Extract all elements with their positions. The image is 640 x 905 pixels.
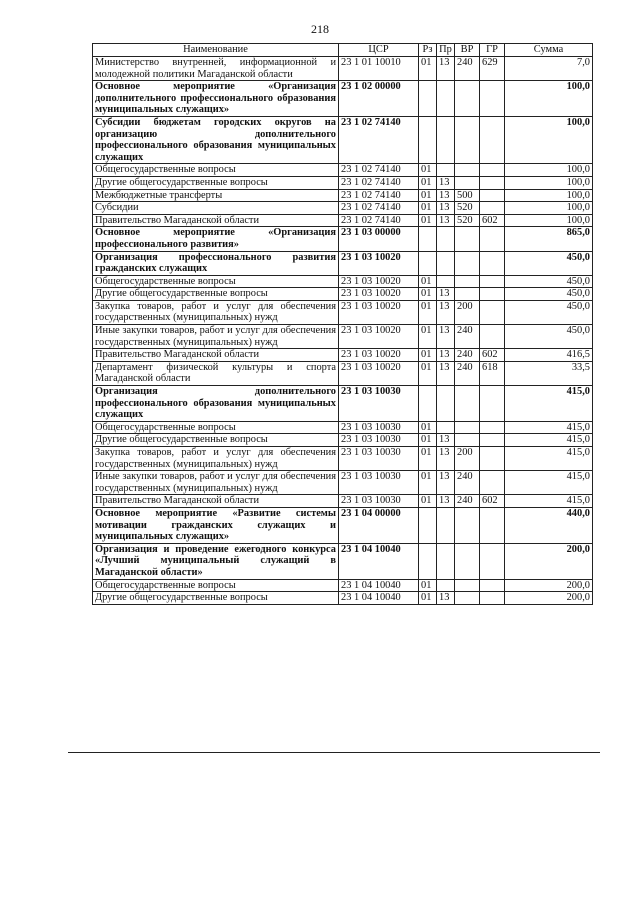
cell-vr <box>455 386 480 422</box>
cell-sum: 415,0 <box>505 386 593 422</box>
cell-gr <box>480 447 505 471</box>
cell-pr: 13 <box>437 495 455 508</box>
cell-sum: 415,0 <box>505 471 593 495</box>
cell-csr: 23 1 02 74140 <box>339 202 419 215</box>
table-row <box>93 214 593 227</box>
cell-vr: 500 <box>455 189 480 202</box>
cell-vr <box>455 579 480 592</box>
cell-vr: 520 <box>455 214 480 227</box>
page-number: 218 <box>311 22 329 36</box>
cell-csr: 23 1 04 10040 <box>339 579 419 592</box>
cell-gr <box>480 434 505 447</box>
cell-name: Общегосударственные вопросы <box>93 579 339 592</box>
table-row <box>93 164 593 177</box>
cell-gr <box>480 543 505 579</box>
cell-vr <box>455 275 480 288</box>
cell-gr <box>480 251 505 275</box>
table-row <box>93 300 593 324</box>
cell-csr: 23 1 03 10020 <box>339 275 419 288</box>
cell-sum: 415,0 <box>505 421 593 434</box>
cell-csr: 23 1 03 10030 <box>339 434 419 447</box>
cell-sum: 450,0 <box>505 288 593 301</box>
cell-rz: 01 <box>419 57 437 81</box>
cell-rz: 01 <box>419 447 437 471</box>
cell-name: Организация дополнительного профессионального образования муниципальных служащих <box>93 386 339 422</box>
cell-csr: 23 1 03 10020 <box>339 349 419 362</box>
cell-pr: 13 <box>437 325 455 349</box>
cell-rz: 01 <box>419 288 437 301</box>
cell-pr: 13 <box>437 592 455 605</box>
cell-vr: 200 <box>455 300 480 324</box>
cell-csr: 23 1 03 10020 <box>339 288 419 301</box>
header-sum: Сумма <box>505 44 593 57</box>
cell-name: Другие общегосударственные вопросы <box>93 592 339 605</box>
cell-pr <box>437 251 455 275</box>
cell-rz <box>419 543 437 579</box>
cell-pr <box>437 579 455 592</box>
cell-name: Другие общегосударственные вопросы <box>93 288 339 301</box>
cell-sum: 7,0 <box>505 57 593 81</box>
cell-name: Иные закупки товаров, работ и услуг для обеспечения государственных (муниципальных) нужд <box>93 325 339 349</box>
table-row <box>93 202 593 215</box>
cell-sum: 200,0 <box>505 592 593 605</box>
cell-pr <box>437 275 455 288</box>
cell-csr: 23 1 02 74140 <box>339 176 419 189</box>
cell-rz <box>419 227 437 251</box>
cell-csr: 23 1 03 10020 <box>339 325 419 349</box>
cell-csr: 23 1 02 74140 <box>339 189 419 202</box>
cell-gr: 618 <box>480 361 505 385</box>
table-row <box>93 434 593 447</box>
table-header-row <box>93 44 593 57</box>
cell-rz: 01 <box>419 421 437 434</box>
cell-rz <box>419 386 437 422</box>
cell-gr <box>480 471 505 495</box>
cell-gr <box>480 202 505 215</box>
cell-sum: 100,0 <box>505 176 593 189</box>
cell-name: Основное мероприятие «Организация дополнительного профессионального образования муниципальных служащих» <box>93 81 339 117</box>
cell-vr: 240 <box>455 361 480 385</box>
table-row <box>93 361 593 385</box>
table-body <box>93 57 593 605</box>
cell-pr: 13 <box>437 349 455 362</box>
cell-csr: 23 1 03 00000 <box>339 227 419 251</box>
cell-gr <box>480 227 505 251</box>
budget-table <box>92 43 593 605</box>
cell-vr <box>455 421 480 434</box>
table-row <box>93 275 593 288</box>
cell-gr <box>480 189 505 202</box>
cell-csr: 23 1 02 74140 <box>339 164 419 177</box>
cell-name: Закупка товаров, работ и услуг для обеспечения государственных (муниципальных) нужд <box>93 447 339 471</box>
cell-vr <box>455 434 480 447</box>
cell-name: Межбюджетные трансферты <box>93 189 339 202</box>
table-row <box>93 386 593 422</box>
cell-name: Субсидии <box>93 202 339 215</box>
cell-rz: 01 <box>419 275 437 288</box>
cell-gr: 602 <box>480 495 505 508</box>
cell-vr <box>455 507 480 543</box>
cell-csr: 23 1 02 00000 <box>339 81 419 117</box>
cell-rz <box>419 81 437 117</box>
cell-csr: 23 1 02 74140 <box>339 116 419 163</box>
cell-rz: 01 <box>419 592 437 605</box>
cell-gr <box>480 164 505 177</box>
cell-vr <box>455 164 480 177</box>
cell-rz: 01 <box>419 189 437 202</box>
cell-vr <box>455 592 480 605</box>
cell-sum: 100,0 <box>505 81 593 117</box>
cell-pr <box>437 386 455 422</box>
cell-name: Другие общегосударственные вопросы <box>93 176 339 189</box>
cell-gr <box>480 300 505 324</box>
cell-csr: 23 1 04 10040 <box>339 592 419 605</box>
cell-sum: 200,0 <box>505 543 593 579</box>
cell-vr <box>455 251 480 275</box>
cell-gr <box>480 592 505 605</box>
cell-vr: 240 <box>455 349 480 362</box>
cell-gr: 602 <box>480 349 505 362</box>
cell-csr: 23 1 04 00000 <box>339 507 419 543</box>
cell-sum: 450,0 <box>505 300 593 324</box>
table-row <box>93 543 593 579</box>
cell-rz <box>419 116 437 163</box>
table-row <box>93 251 593 275</box>
cell-gr <box>480 579 505 592</box>
header-vr: ВР <box>455 44 480 57</box>
cell-name: Организация и проведение ежегодного конкурса «Лучший муниципальный служащий в Магаданской области» <box>93 543 339 579</box>
cell-pr <box>437 81 455 117</box>
cell-sum: 100,0 <box>505 116 593 163</box>
cell-name: Основное мероприятие «Организация профессионального развития» <box>93 227 339 251</box>
header-name: Наименование <box>93 44 339 57</box>
cell-gr <box>480 386 505 422</box>
cell-name: Правительство Магаданской области <box>93 349 339 362</box>
cell-gr: 629 <box>480 57 505 81</box>
cell-sum: 415,0 <box>505 495 593 508</box>
cell-sum: 450,0 <box>505 325 593 349</box>
cell-rz: 01 <box>419 361 437 385</box>
cell-vr <box>455 176 480 189</box>
cell-csr: 23 1 03 10020 <box>339 251 419 275</box>
cell-rz: 01 <box>419 579 437 592</box>
cell-name: Основное мероприятие «Развитие системы мотивации гражданских служащих и муниципальных служащих» <box>93 507 339 543</box>
cell-gr <box>480 176 505 189</box>
cell-vr <box>455 288 480 301</box>
header-rz: Рз <box>419 44 437 57</box>
cell-sum: 100,0 <box>505 202 593 215</box>
cell-sum: 100,0 <box>505 189 593 202</box>
cell-vr <box>455 81 480 117</box>
cell-rz: 01 <box>419 434 437 447</box>
table-row <box>93 349 593 362</box>
cell-name: Организация профессионального развития гражданских служащих <box>93 251 339 275</box>
table-row <box>93 116 593 163</box>
cell-name: Правительство Магаданской области <box>93 214 339 227</box>
cell-rz <box>419 251 437 275</box>
cell-vr: 200 <box>455 447 480 471</box>
cell-csr: 23 1 04 10040 <box>339 543 419 579</box>
table-row <box>93 288 593 301</box>
cell-rz: 01 <box>419 495 437 508</box>
cell-csr: 23 1 03 10030 <box>339 421 419 434</box>
cell-csr: 23 1 03 10030 <box>339 447 419 471</box>
cell-pr: 13 <box>437 361 455 385</box>
cell-rz: 01 <box>419 349 437 362</box>
table-row <box>93 447 593 471</box>
cell-gr <box>480 421 505 434</box>
cell-pr <box>437 116 455 163</box>
cell-pr: 13 <box>437 176 455 189</box>
cell-gr <box>480 288 505 301</box>
cell-pr <box>437 164 455 177</box>
table-row <box>93 81 593 117</box>
cell-name: Закупка товаров, работ и услуг для обеспечения государственных (муниципальных) нужд <box>93 300 339 324</box>
cell-pr <box>437 507 455 543</box>
cell-vr: 520 <box>455 202 480 215</box>
cell-sum: 450,0 <box>505 275 593 288</box>
cell-rz: 01 <box>419 164 437 177</box>
header-csr: ЦСР <box>339 44 419 57</box>
cell-gr: 602 <box>480 214 505 227</box>
cell-gr <box>480 275 505 288</box>
table-row <box>93 421 593 434</box>
table-row <box>93 592 593 605</box>
table-row <box>93 227 593 251</box>
cell-pr: 13 <box>437 300 455 324</box>
cell-name: Министерство внутренней, информационной и молодежной политики Магаданской области <box>93 57 339 81</box>
cell-rz: 01 <box>419 471 437 495</box>
cell-pr: 13 <box>437 471 455 495</box>
cell-vr: 240 <box>455 471 480 495</box>
cell-gr <box>480 81 505 117</box>
cell-pr <box>437 543 455 579</box>
cell-rz: 01 <box>419 176 437 189</box>
cell-vr: 240 <box>455 325 480 349</box>
cell-csr: 23 1 03 10030 <box>339 386 419 422</box>
cell-sum: 415,0 <box>505 434 593 447</box>
cell-vr: 240 <box>455 495 480 508</box>
cell-rz: 01 <box>419 300 437 324</box>
cell-rz: 01 <box>419 214 437 227</box>
cell-csr: 23 1 03 10020 <box>339 300 419 324</box>
cell-name: Общегосударственные вопросы <box>93 164 339 177</box>
cell-name: Департамент физической культуры и спорта Магаданской области <box>93 361 339 385</box>
cell-gr <box>480 507 505 543</box>
cell-sum: 33,5 <box>505 361 593 385</box>
table-row <box>93 495 593 508</box>
cell-pr: 13 <box>437 434 455 447</box>
cell-sum: 865,0 <box>505 227 593 251</box>
cell-pr: 13 <box>437 214 455 227</box>
cell-gr <box>480 325 505 349</box>
cell-sum: 440,0 <box>505 507 593 543</box>
cell-rz: 01 <box>419 325 437 349</box>
cell-sum: 416,5 <box>505 349 593 362</box>
cell-pr: 13 <box>437 288 455 301</box>
cell-pr: 13 <box>437 447 455 471</box>
cell-csr: 23 1 03 10020 <box>339 361 419 385</box>
cell-pr <box>437 227 455 251</box>
table-row <box>93 176 593 189</box>
cell-name: Правительство Магаданской области <box>93 495 339 508</box>
cell-vr <box>455 116 480 163</box>
cell-sum: 450,0 <box>505 251 593 275</box>
cell-name: Общегосударственные вопросы <box>93 275 339 288</box>
cell-vr <box>455 543 480 579</box>
table-row <box>93 471 593 495</box>
header-gr: ГР <box>480 44 505 57</box>
cell-name: Другие общегосударственные вопросы <box>93 434 339 447</box>
cell-rz <box>419 507 437 543</box>
cell-rz: 01 <box>419 202 437 215</box>
cell-name: Общегосударственные вопросы <box>93 421 339 434</box>
cell-pr: 13 <box>437 202 455 215</box>
cell-pr <box>437 421 455 434</box>
cell-vr: 240 <box>455 57 480 81</box>
cell-sum: 415,0 <box>505 447 593 471</box>
cell-pr: 13 <box>437 189 455 202</box>
cell-sum: 100,0 <box>505 214 593 227</box>
cell-csr: 23 1 02 74140 <box>339 214 419 227</box>
footer-rule <box>68 752 600 753</box>
cell-name: Иные закупки товаров, работ и услуг для обеспечения государственных (муниципальных) нужд <box>93 471 339 495</box>
cell-csr: 23 1 01 10010 <box>339 57 419 81</box>
cell-sum: 200,0 <box>505 579 593 592</box>
cell-gr <box>480 116 505 163</box>
header-pr: Пр <box>437 44 455 57</box>
cell-name: Субсидии бюджетам городских округов на организацию дополнительного профессионального образования муниципальных служащих <box>93 116 339 163</box>
cell-vr <box>455 227 480 251</box>
table-row <box>93 507 593 543</box>
cell-csr: 23 1 03 10030 <box>339 495 419 508</box>
cell-sum: 100,0 <box>505 164 593 177</box>
table-row <box>93 579 593 592</box>
table-row <box>93 189 593 202</box>
table-row <box>93 325 593 349</box>
cell-csr: 23 1 03 10030 <box>339 471 419 495</box>
cell-pr: 13 <box>437 57 455 81</box>
table-row <box>93 57 593 81</box>
